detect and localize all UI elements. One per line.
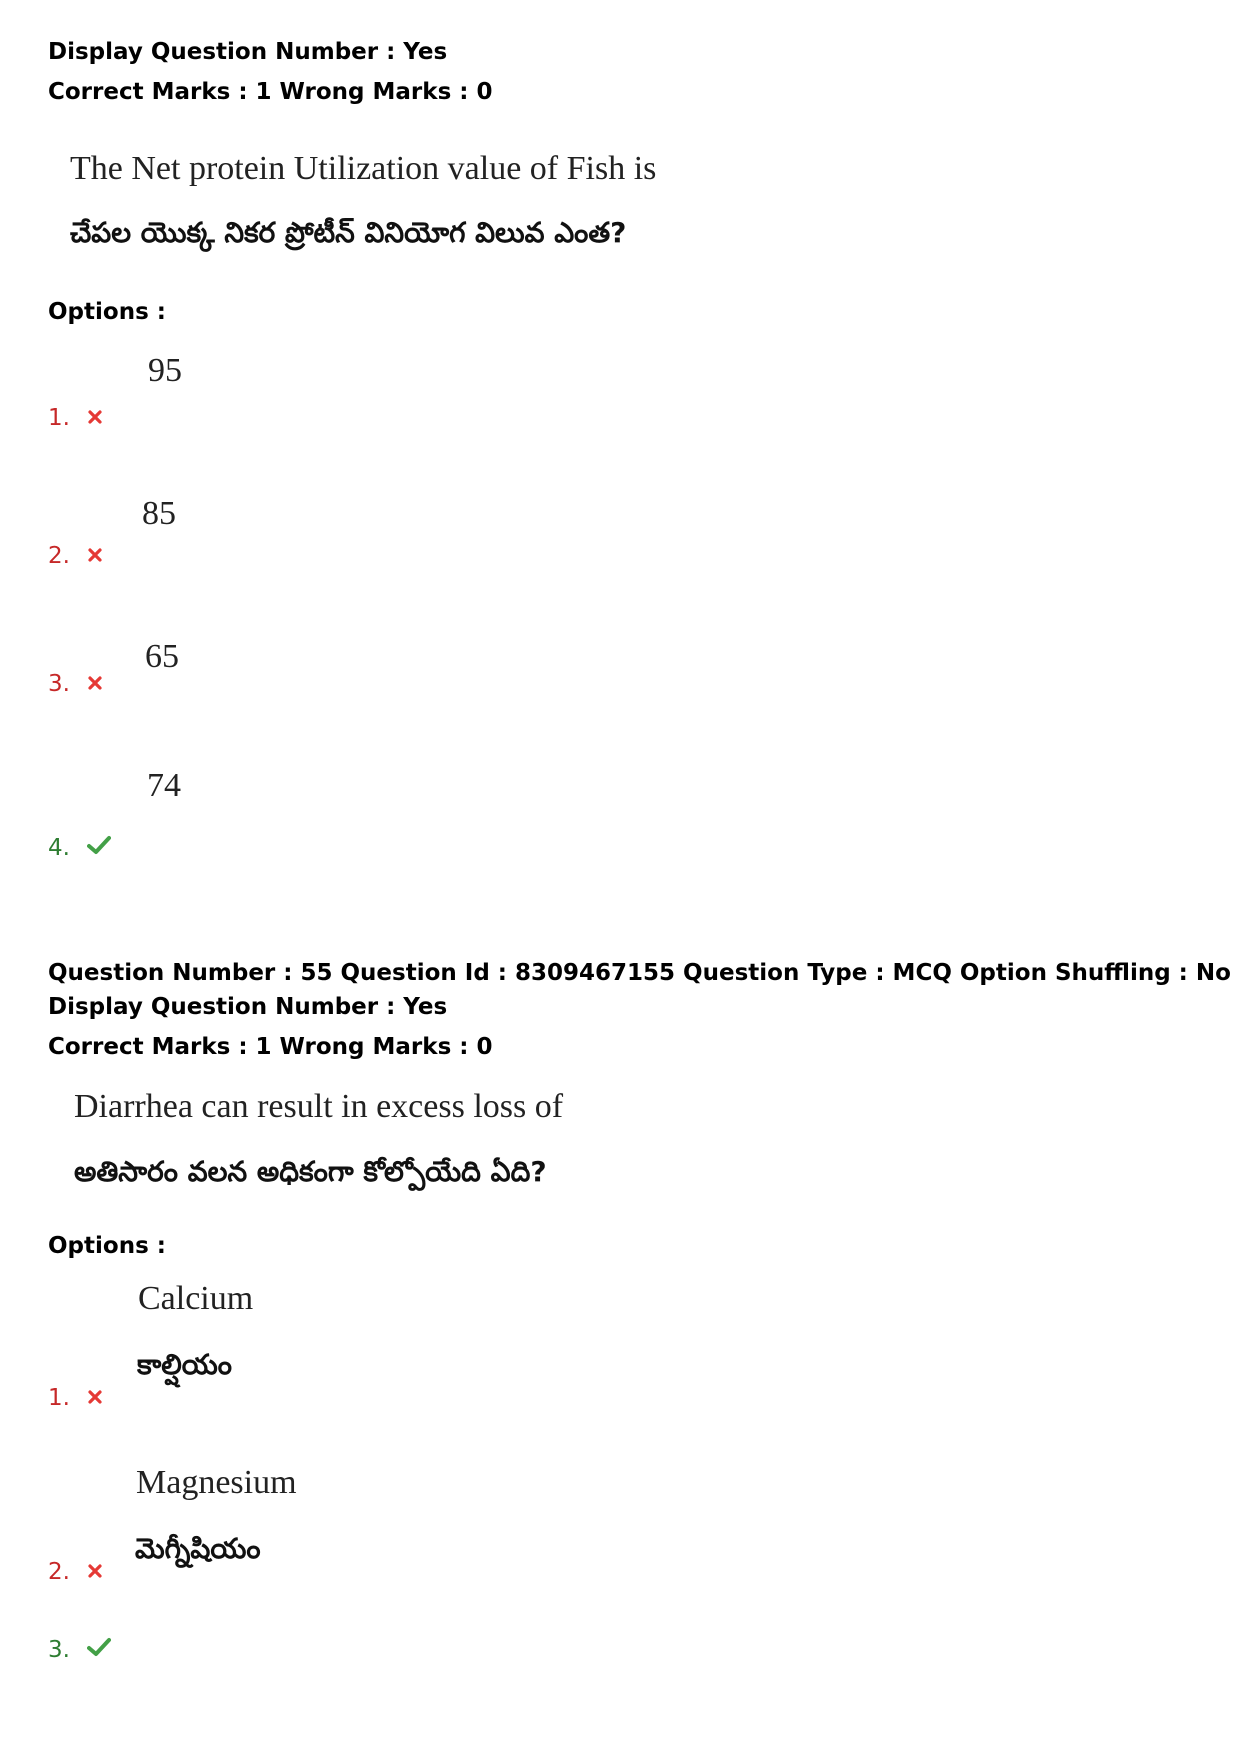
cross-mark-icon (87, 404, 103, 432)
option-value: 85 (142, 495, 176, 532)
marks-info: Correct Marks : 1 Wrong Marks : 0 (48, 1034, 493, 1060)
cross-mark-icon (87, 670, 103, 698)
display-question-number: Display Question Number : Yes (48, 994, 448, 1020)
option-value: 95 (148, 352, 182, 389)
marks-info: Correct Marks : 1 Wrong Marks : 0 (48, 79, 493, 105)
option-number: 1. (48, 1384, 103, 1412)
question-text-english: Diarrhea can result in excess loss of (74, 1088, 564, 1125)
cross-mark-icon (87, 542, 103, 570)
option-number: 1. (48, 404, 103, 432)
option-number: 3. (48, 670, 103, 698)
question-text-english: The Net protein Utilization value of Fish is (70, 150, 657, 187)
option-value-telugu: కాల్షియం (137, 1348, 233, 1381)
option-value-english: Calcium (138, 1280, 254, 1317)
question-text-telugu: అతిసారం వలన అధికంగా కోల్పోయేది ఏది? (74, 1155, 547, 1188)
option-value: 74 (147, 767, 181, 804)
cross-mark-icon (87, 1384, 103, 1412)
cross-mark-icon (87, 1558, 103, 1586)
option-value: 65 (145, 638, 179, 675)
option-number: 4. (48, 834, 111, 862)
option-number: 3. (48, 1636, 111, 1664)
option-value-telugu: మెగ్నీషియం (135, 1532, 261, 1565)
check-mark-icon (87, 834, 111, 862)
option-number: 2. (48, 1558, 103, 1586)
option-value-english: Magnesium (136, 1464, 297, 1501)
option-number: 2. (48, 542, 103, 570)
display-question-number: Display Question Number : Yes (48, 39, 448, 65)
check-mark-icon (87, 1636, 111, 1664)
options-label: Options : (48, 299, 166, 325)
question-header: Question Number : 55 Question Id : 8309467155 Question Type : MCQ Option Shuffling : No (48, 960, 1231, 986)
question-text-telugu: చేపల యొక్క నికర ప్రోటీన్ వినియోగ విలువ ఎంత? (70, 216, 627, 249)
options-label: Options : (48, 1233, 166, 1259)
